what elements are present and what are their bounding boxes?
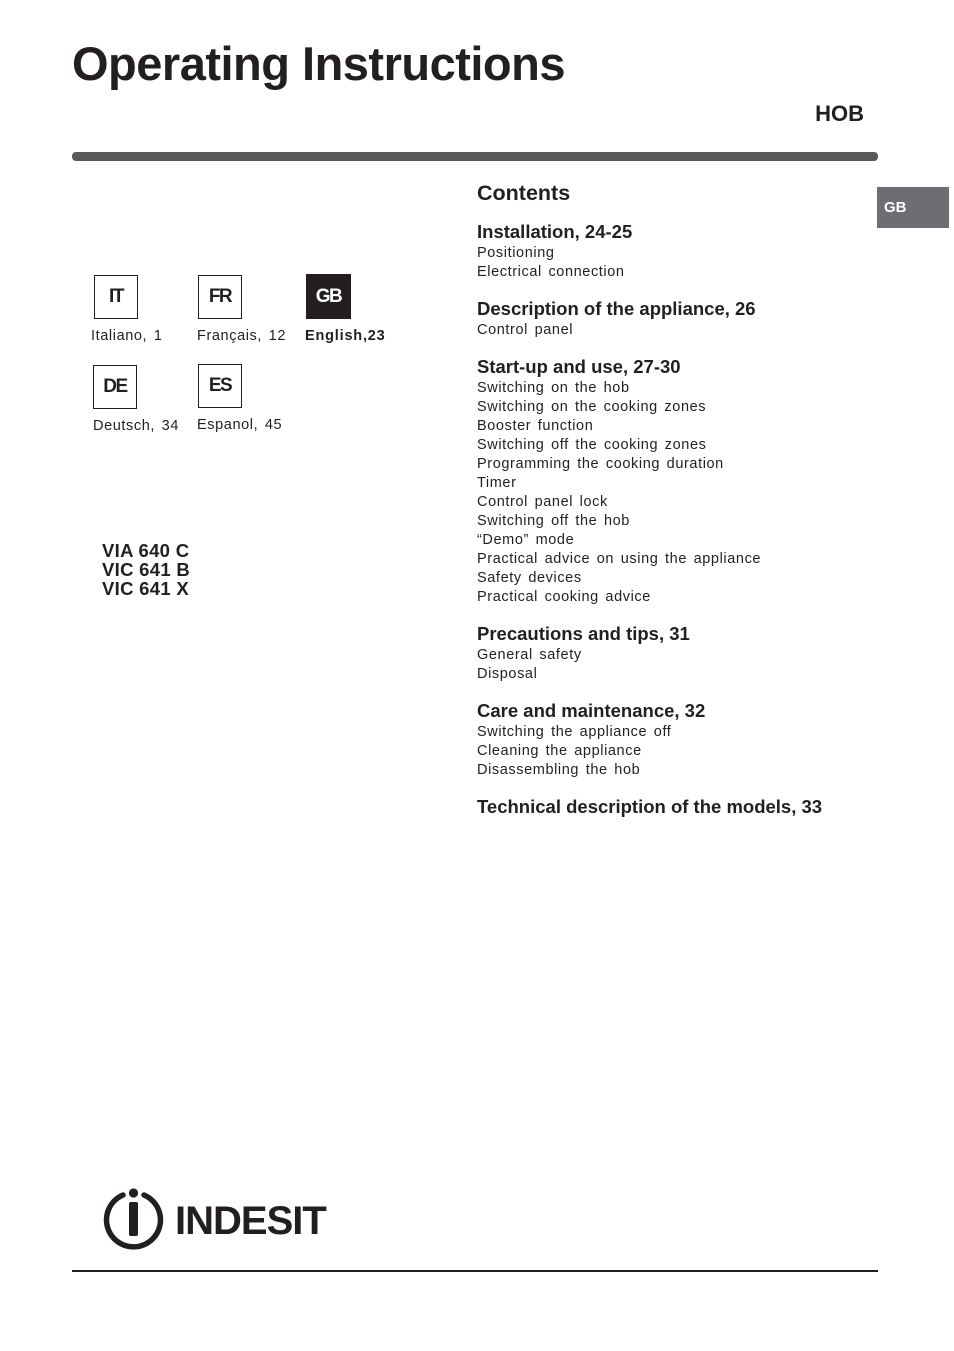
toc-item[interactable]: Practical advice on using the appliance [477,551,762,567]
toc-section-installation [477,220,877,282]
toc-section-title[interactable]: Start-up and use, 27-30 [477,356,681,377]
table-of-contents [477,181,877,834]
model-name: VIA 640 C [102,540,190,561]
toc-section-technical [477,795,877,819]
language-side-tab: GB [877,187,949,228]
toc-item[interactable]: Safety devices [477,570,582,586]
toc-section-title[interactable]: Description of the appliance, 26 [477,298,756,319]
toc-item[interactable]: Timer [477,475,517,491]
language-label-de: Deutsch, 34 [93,418,179,434]
language-code-it[interactable]: IT [94,275,138,319]
language-label-es: Espanol, 45 [197,417,283,433]
language-code-fr[interactable]: FR [198,275,242,319]
toc-section-title[interactable]: Care and maintenance, 32 [477,700,706,721]
toc-item[interactable]: Switching off the hob [477,513,630,529]
language-code-gb[interactable]: GB [306,274,351,319]
contents-heading: Contents [477,181,571,205]
language-label-gb: English,23 [305,328,386,344]
toc-item[interactable]: Switching the appliance off [477,724,672,740]
language-label-it: Italiano, 1 [91,328,163,344]
toc-item[interactable]: General safety [477,647,582,663]
toc-item[interactable]: Switching on the cooking zones [477,399,707,415]
footer-divider [72,1270,878,1272]
toc-item[interactable]: Programming the cooking duration [477,456,724,472]
language-code-de[interactable]: DE [93,365,137,409]
toc-section-title[interactable]: Precautions and tips, 31 [477,623,690,644]
header-divider [72,152,878,161]
toc-section-title[interactable]: Installation, 24-25 [477,221,633,242]
toc-item[interactable]: Control panel [477,322,574,338]
toc-item[interactable]: Electrical connection [477,264,625,280]
toc-item[interactable]: Switching off the cooking zones [477,437,707,453]
toc-item[interactable]: Booster function [477,418,594,434]
page-title: Operating Instructions [72,37,565,90]
toc-item[interactable]: “Demo” mode [477,532,575,548]
toc-item[interactable]: Switching on the hob [477,380,630,396]
model-list [102,541,190,598]
product-type: HOB [815,101,864,126]
model-name: VIC 641 X [102,578,190,599]
toc-section-precautions [477,622,877,684]
toc-section-care [477,699,877,780]
model-name: VIC 641 B [102,559,191,580]
indesit-i-logo-icon [107,1188,161,1246]
toc-item[interactable]: Practical cooking advice [477,589,651,605]
toc-section-startup [477,355,877,607]
toc-item[interactable]: Control panel lock [477,494,608,510]
toc-item[interactable]: Cleaning the appliance [477,743,642,759]
toc-item[interactable]: Disposal [477,666,538,682]
toc-item[interactable]: Positioning [477,245,555,261]
language-code-es[interactable]: ES [198,364,242,408]
toc-section-description [477,297,877,340]
indesit-logo [102,1185,334,1251]
language-label-fr: Français, 12 [197,328,286,344]
toc-section-title[interactable]: Technical description of the models, 33 [477,796,823,817]
toc-item[interactable]: Disassembling the hob [477,762,641,778]
logo-wordmark: INDESIT [175,1199,326,1243]
